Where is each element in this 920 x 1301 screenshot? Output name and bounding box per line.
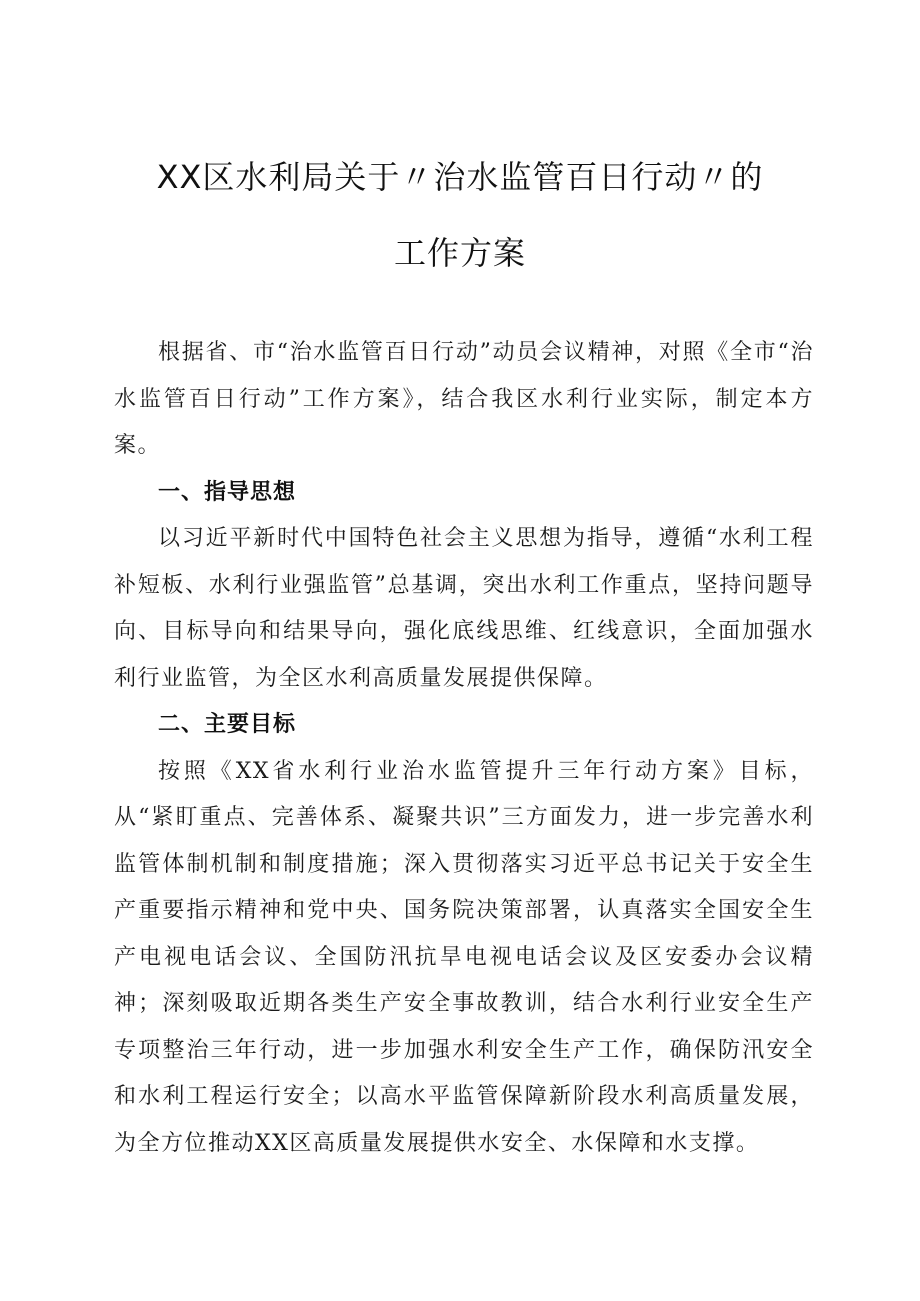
section-paragraph-main-goals: 按照《XX省水利行业治水监管提升三年行动方案》目标，从“紧盯重点、完善体系、凝聚共识”三方面发力，进一步完善水利监管体制机制和制度措施；深入贯彻落实习近平总书记关于安全生产重要指示精神和党中央、国务院决策部署，认真落实全国安全生产电视电话会议、全国防汛抗旱电视电话会议及区安委办会议精神；深刻吸取近期各类生产安全事故教训，结合水利行业安全生产专项整治三年行动，进一步加强水利安全生产工作，确保防汛安全和水利工程运行安全；以高水平监管保障新阶段水利高质量发展，为全方位推动XX区高质量发展提供水安全、水保障和水支撑。 [114,758,814,1156]
section-paragraph-guiding-thought: 以习近平新时代中国特色社会主义思想为指导，遵循“水利工程补短板、水利行业强监管”总基调，突出水利工作重点，坚持问题导向、目标导向和结果导向，强化底线思维、红线意识，全面加强水利行业监管，为全区水利高质量发展提供保障。 [114,526,814,691]
intro-paragraph: 根据省、市“治水监管百日行动”动员会议精神，对照《全市“治水监管百日行动”工作方案》，结合我区水利行业实际，制定本方案。 [114,340,814,458]
document-title-line-2: 工作方案 [393,234,526,272]
document-title-line-1: XX区水利局关于〃治水监管百日行动〃的 [156,158,764,196]
document-body [114,330,814,1167]
section-heading-main-goals: 二、主要目标 [158,712,297,737]
section-heading-guiding-thought: 一、指导思想 [158,479,297,505]
